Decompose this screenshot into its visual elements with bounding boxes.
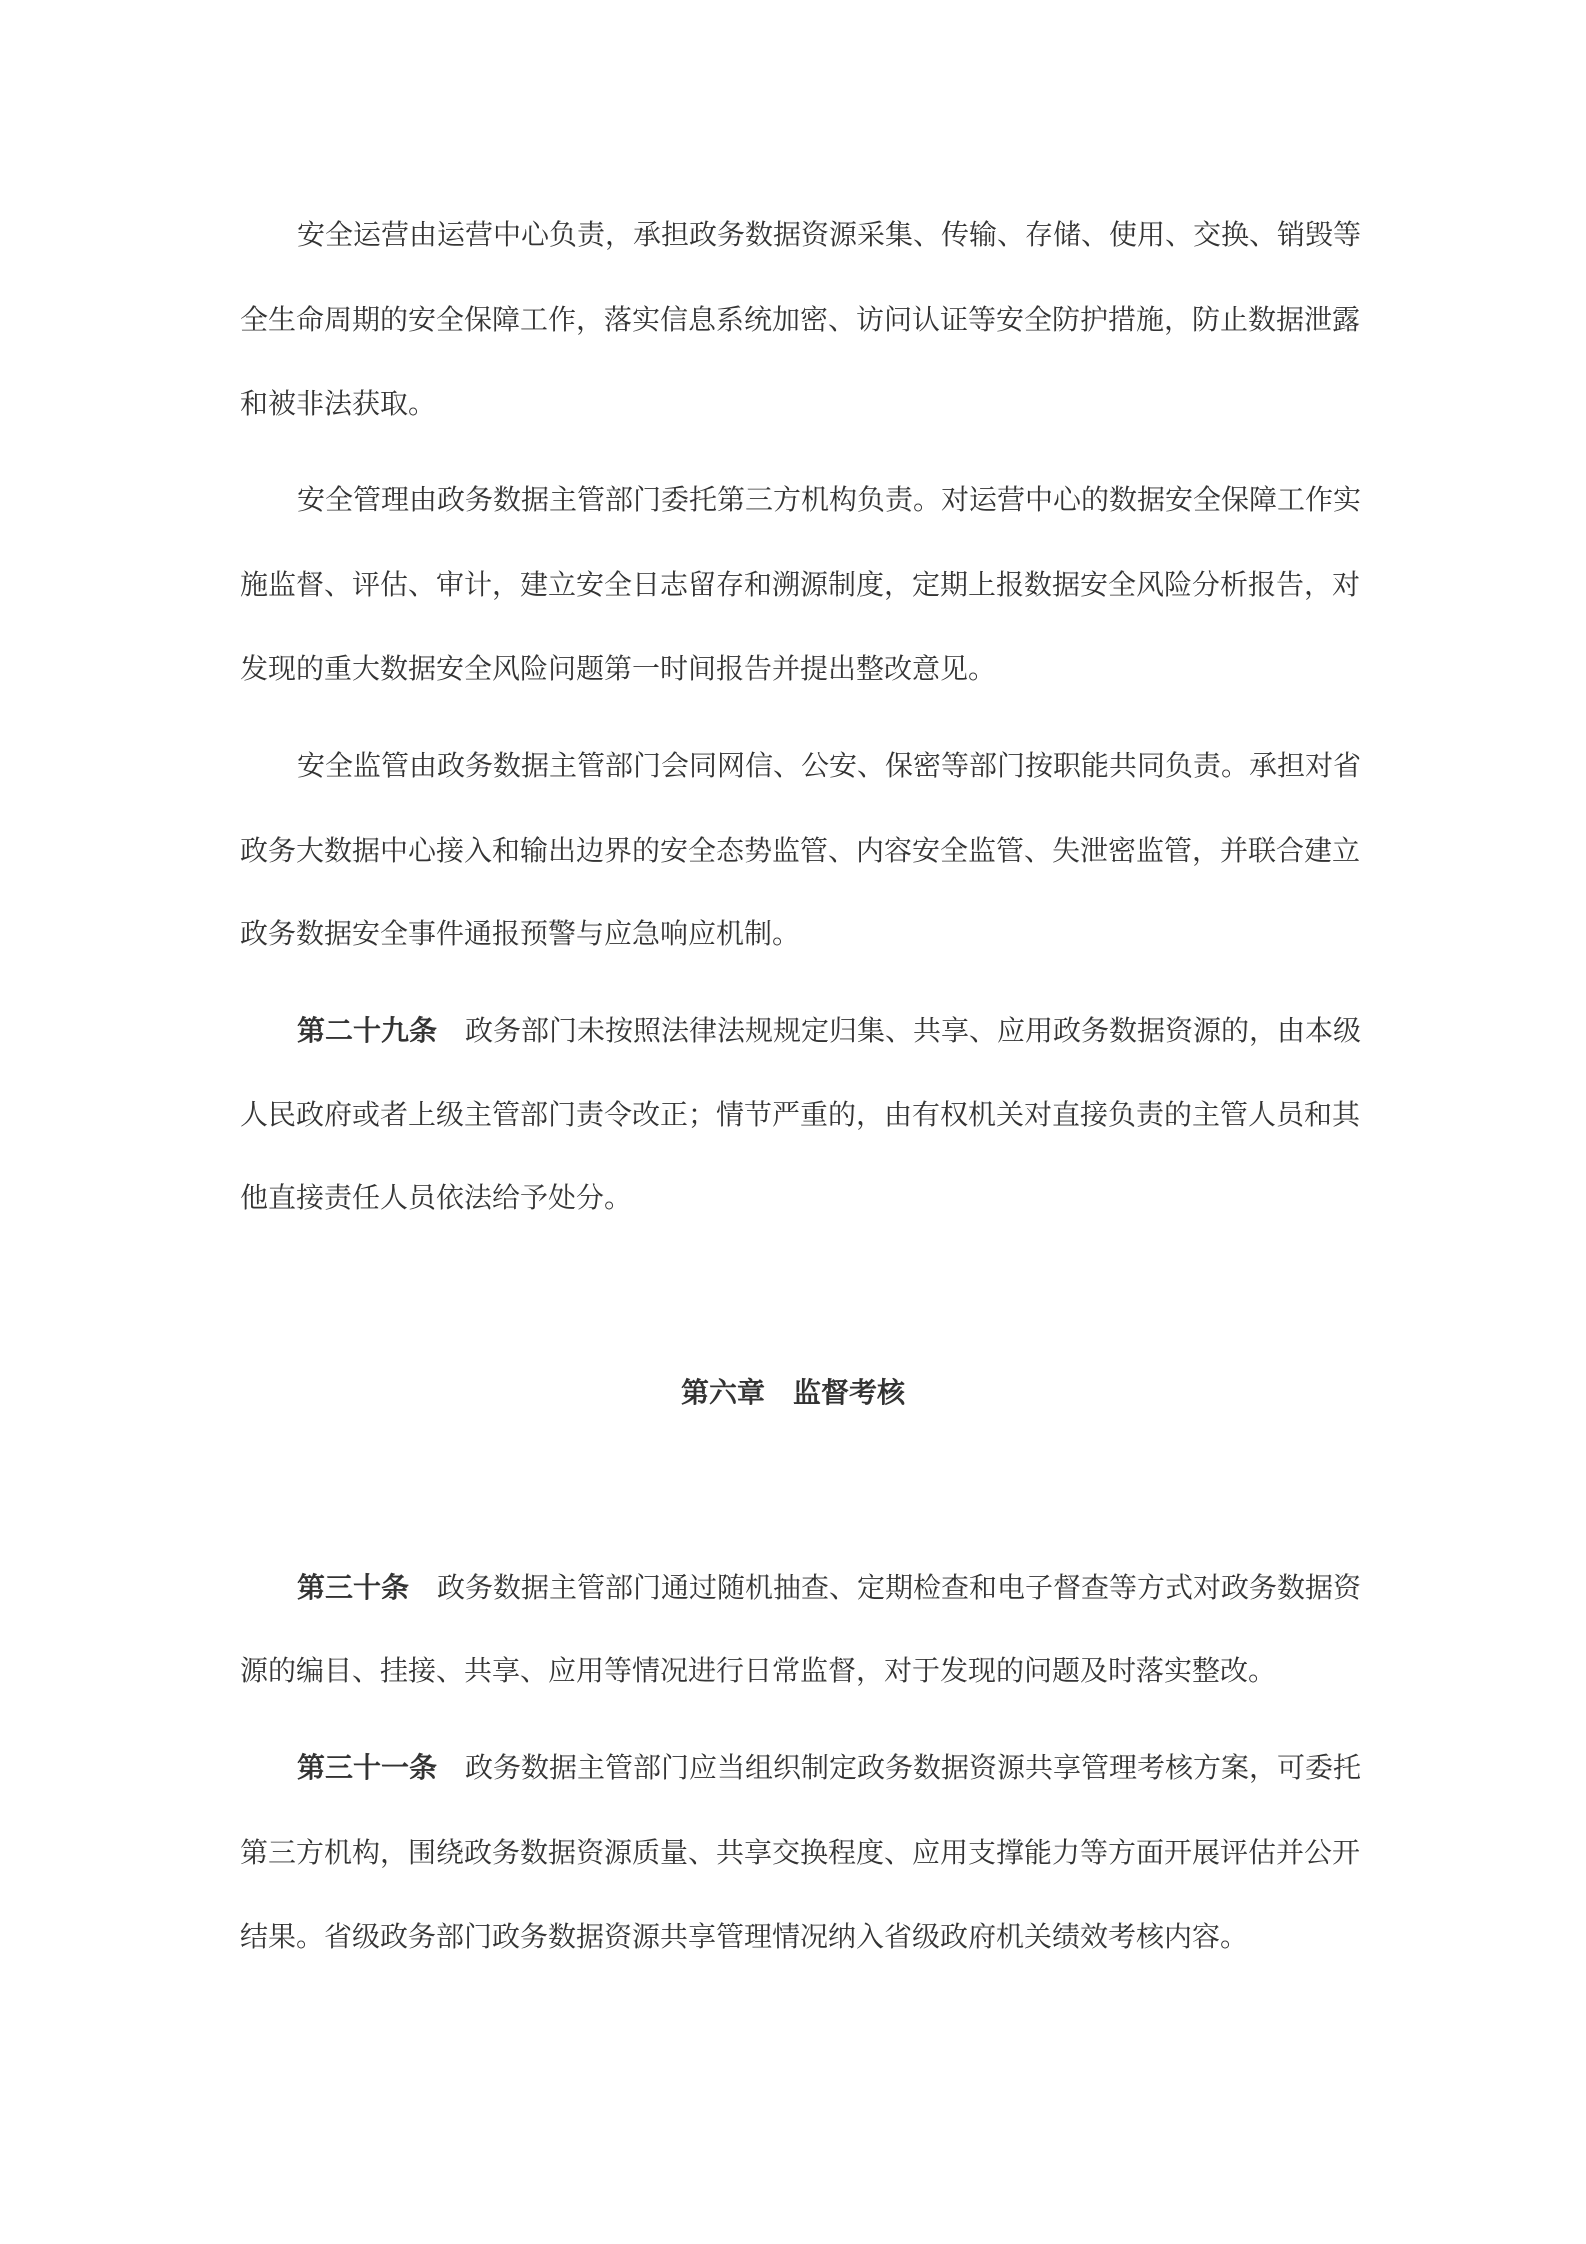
paragraph-line xyxy=(240,1748,1362,1788)
paragraph-line xyxy=(240,1917,1354,1957)
line-text: 政务部门未按照法律法规规定归集、共享、应用政务数据资源的，由本级 xyxy=(465,1014,1362,1047)
chapter-title: 监督考核 xyxy=(793,1376,906,1409)
article-number: 第三十一条 xyxy=(297,1751,438,1784)
paragraph-line xyxy=(240,565,1361,605)
line-text: 安全监管由政务数据主管部门会同网信、公安、保密等部门按职能共同负责。承担对省 xyxy=(297,749,1362,782)
line-text: 政务数据主管部门应当组织制定政务数据资源共享管理考核方案，可委托 xyxy=(465,1751,1362,1784)
chapter-heading xyxy=(0,1373,1586,1413)
paragraph-line xyxy=(240,1178,1354,1218)
paragraph-line xyxy=(240,480,1362,520)
line-text: 第三方机构，围绕政务数据资源质量、共享交换程度、应用支撑能力等方面开展评估并公开 xyxy=(240,1836,1361,1869)
line-text: 施监督、评估、审计，建立安全日志留存和溯源制度，定期上报数据安全风险分析报告，对 xyxy=(240,568,1361,601)
paragraph-line xyxy=(240,215,1362,255)
paragraph-line xyxy=(240,649,1354,689)
line-text: 和被非法获取。 xyxy=(240,387,437,420)
line-text: 政务数据安全事件通报预警与应急响应机制。 xyxy=(240,917,801,950)
line-text: 他直接责任人员依法给予处分。 xyxy=(240,1181,633,1214)
line-text: 结果。省级政务部门政务数据资源共享管理情况纳入省级政府机关绩效考核内容。 xyxy=(240,1920,1249,1953)
line-text: 政务数据主管部门通过随机抽查、定期检查和电子督查等方式对政务数据资 xyxy=(437,1571,1362,1604)
paragraph-line xyxy=(240,1568,1362,1608)
paragraph-line xyxy=(240,746,1362,786)
line-text: 政务大数据中心接入和输出边界的安全态势监管、内容安全监管、失泄密监管，并联合建立 xyxy=(240,834,1361,867)
article-number: 第三十条 xyxy=(297,1571,410,1604)
paragraph-line xyxy=(240,384,1354,424)
line-text: 全生命周期的安全保障工作，落实信息系统加密、访问认证等安全防护措施，防止数据泄露 xyxy=(240,303,1361,336)
line-text: 发现的重大数据安全风险问题第一时间报告并提出整改意见。 xyxy=(240,652,997,685)
line-text: 安全运营由运营中心负责，承担政务数据资源采集、传输、存储、使用、交换、销毁等 xyxy=(297,218,1362,251)
line-text: 源的编目、挂接、共享、应用等情况进行日常监督，对于发现的问题及时落实整改。 xyxy=(240,1654,1277,1687)
paragraph-line xyxy=(240,1095,1361,1135)
paragraph-line xyxy=(240,831,1361,871)
paragraph-line xyxy=(240,1651,1354,1691)
article-number: 第二十九条 xyxy=(297,1014,438,1047)
chapter-number: 第六章 xyxy=(680,1376,765,1409)
paragraph-line xyxy=(240,1833,1361,1873)
line-text: 安全管理由政务数据主管部门委托第三方机构负责。对运营中心的数据安全保障工作实 xyxy=(297,483,1362,516)
paragraph-line xyxy=(240,300,1361,340)
line-text: 人民政府或者上级主管部门责令改正；情节严重的，由有权机关对直接负责的主管人员和其 xyxy=(240,1098,1361,1131)
paragraph-line xyxy=(240,1011,1362,1051)
paragraph-line xyxy=(240,914,1354,954)
